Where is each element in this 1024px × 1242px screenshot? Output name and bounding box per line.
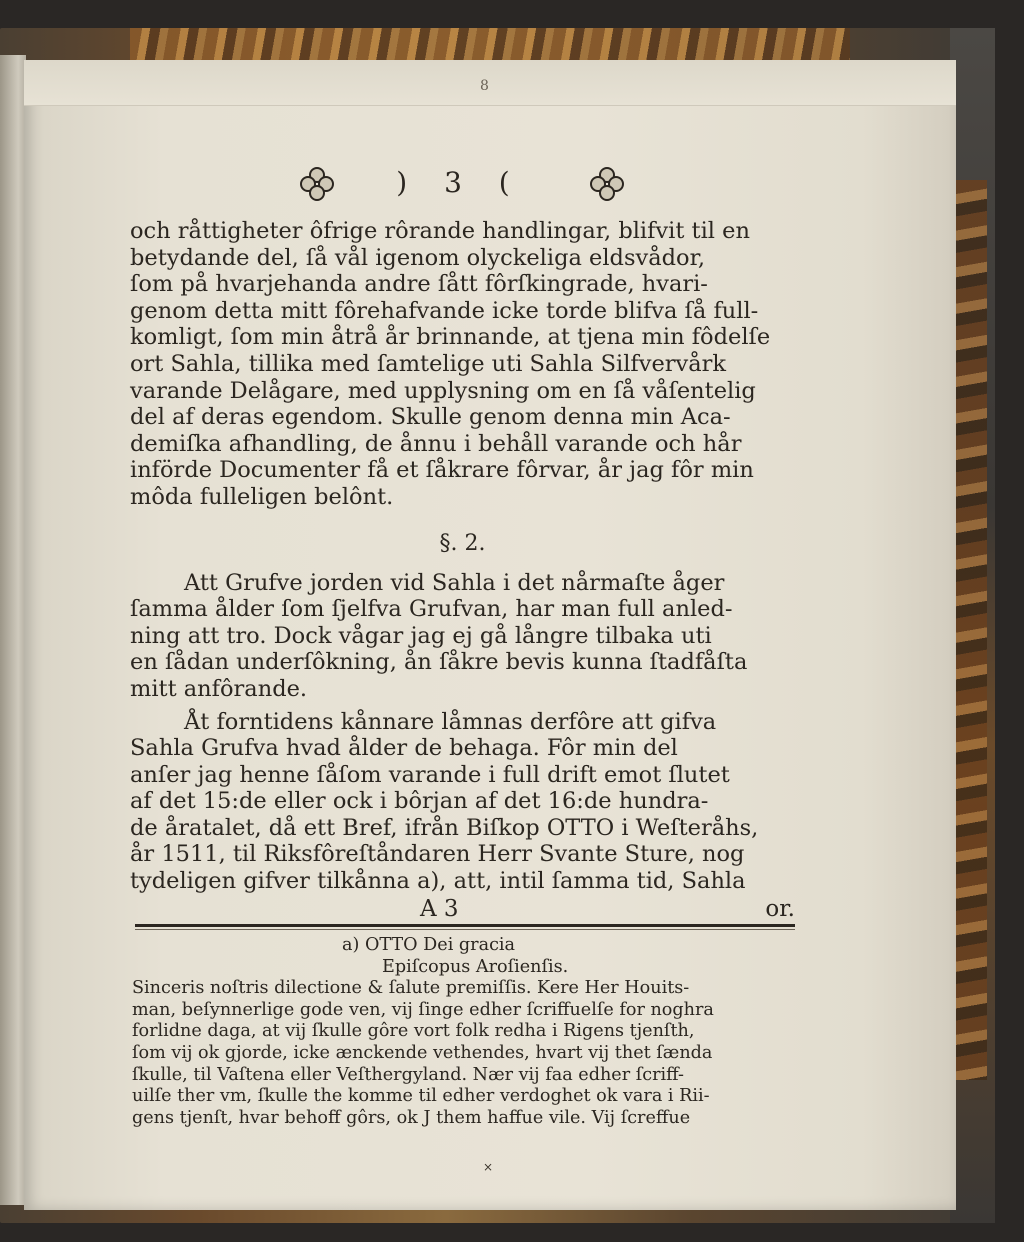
text-line: tydeligen gifver tilkånna a), att, intil ſamma tid, Sahla	[130, 868, 746, 895]
rosette-ornament-icon	[590, 167, 620, 197]
text-line: mitt anfôrande.	[130, 675, 308, 702]
footnote-head: a) OTTO Dei gracia	[342, 935, 516, 955]
text-line: betydande del, ſå vål igenom olyckeliga eldsvådor,	[130, 244, 706, 271]
text-line: Sahla Grufva hvad ålder de behaga. Fôr min del	[130, 735, 678, 762]
text-line: ning att tro. Dock vågar jag ej gå långre tilbaka uti	[130, 622, 712, 649]
catchline	[130, 895, 795, 923]
paragraph-3	[130, 709, 795, 895]
footnote-sub: Epiſcopus Aroſienſis.	[382, 956, 569, 977]
text-line: ſamma ålder ſom ſjelfva Grufvan, har man full anled-	[130, 596, 733, 623]
paragraph-1	[130, 218, 795, 511]
page-top-mark: 8	[480, 78, 489, 94]
section-heading: §. 2.	[439, 530, 486, 556]
text-line: år 1511, til Riksfôreſtåndaren Herr Svante Sture, nog	[130, 841, 745, 868]
text-line: ort Sahla, tillika med ſamtelige uti Sahla Silfvervårk	[130, 350, 727, 377]
page-number: ) 3 (	[396, 165, 524, 199]
text-line: môda fulleligen belônt.	[130, 483, 394, 510]
footnote-rule-thin	[135, 929, 795, 930]
previous-page-edge	[0, 55, 26, 1205]
footnote	[132, 935, 797, 1129]
text-line: ſom på hvarjehanda andre ſått fôrſkingrade, hvari-	[130, 271, 708, 298]
text-line: komligt, ſom min åtrå år brinnande, at tjena min fôdelſe	[130, 324, 771, 351]
text-line: af det 15:de eller ock i bôrjan af det 16:de hundra-	[130, 788, 709, 815]
text-line: en ſådan underſôkning, ån ſåkre bevis kunna ſtadfåſta	[130, 649, 748, 676]
text-line: de åratalet, då ett Bref, ifrån Biſkop OTTO i Weſteråhs,	[130, 814, 759, 841]
catchword: or.	[765, 895, 795, 922]
footnote-line: uilſe ther vm, ſkulle the komme til edher verdoghet ok vara i Rii-	[132, 1086, 710, 1107]
text-line: demiſka afhandling, de ånnu i behåll varande och hår	[130, 430, 742, 457]
marbled-edge	[955, 180, 987, 1080]
page-top-fold	[24, 60, 956, 106]
text-line: anſer jag henne ſåſom varande i full drift emot ſlutet	[130, 761, 730, 788]
footnote-line: Sinceris noſtris dilectione & ſalute premiſſis. Kere Her Houits-	[132, 978, 690, 999]
text-line: införde Documenter få et ſåkrare fôrvar, år jag fôr min	[130, 457, 754, 484]
footnote-line: gens tjenſt, hvar behoff gôrs, ok J them haffue vile. Vij ſcreffue	[132, 1107, 691, 1128]
rosette-ornament-icon	[300, 167, 330, 197]
text-line: och råttigheter ôfrige rôrande handlingar, blifvit til en	[130, 218, 750, 244]
text-line: Åt forntidens kånnare låmnas derfôre att gifva	[184, 708, 717, 735]
text-line: genom detta mitt fôrehafvande icke torde blifva ſå full-	[130, 297, 759, 324]
footnote-rule	[135, 924, 795, 927]
footnote-line: ſkulle, til Vaſtena eller Veſthergyland. Nær vij faa edher ſcriff-	[132, 1064, 684, 1085]
footnote-line: man, beſynnerlige gode ven, vij ſinge edher ſcriffuelſe for noghra	[132, 999, 714, 1020]
footnote-line: ſom vij ok gjorde, icke ænckende vethendes, hvart vij thet ſænda	[132, 1042, 713, 1063]
bottom-mark: ×	[483, 1160, 494, 1174]
signature-mark: A 3	[420, 895, 459, 922]
text-line: varande Delågare, med upplysning om en ſå våſentelig	[130, 377, 756, 404]
page-header	[300, 162, 620, 202]
paragraph-2	[130, 570, 795, 703]
footnote-line: forlidne daga, at vij ſkulle gôre vort folk redha i Rigens tjenſth,	[132, 1021, 695, 1042]
main-text	[130, 218, 795, 923]
text-line: del af deras egendom. Skulle genom denna min Aca-	[130, 404, 731, 431]
text-line: Att Grufve jorden vid Sahla i det nårmaſte åger	[184, 569, 725, 596]
